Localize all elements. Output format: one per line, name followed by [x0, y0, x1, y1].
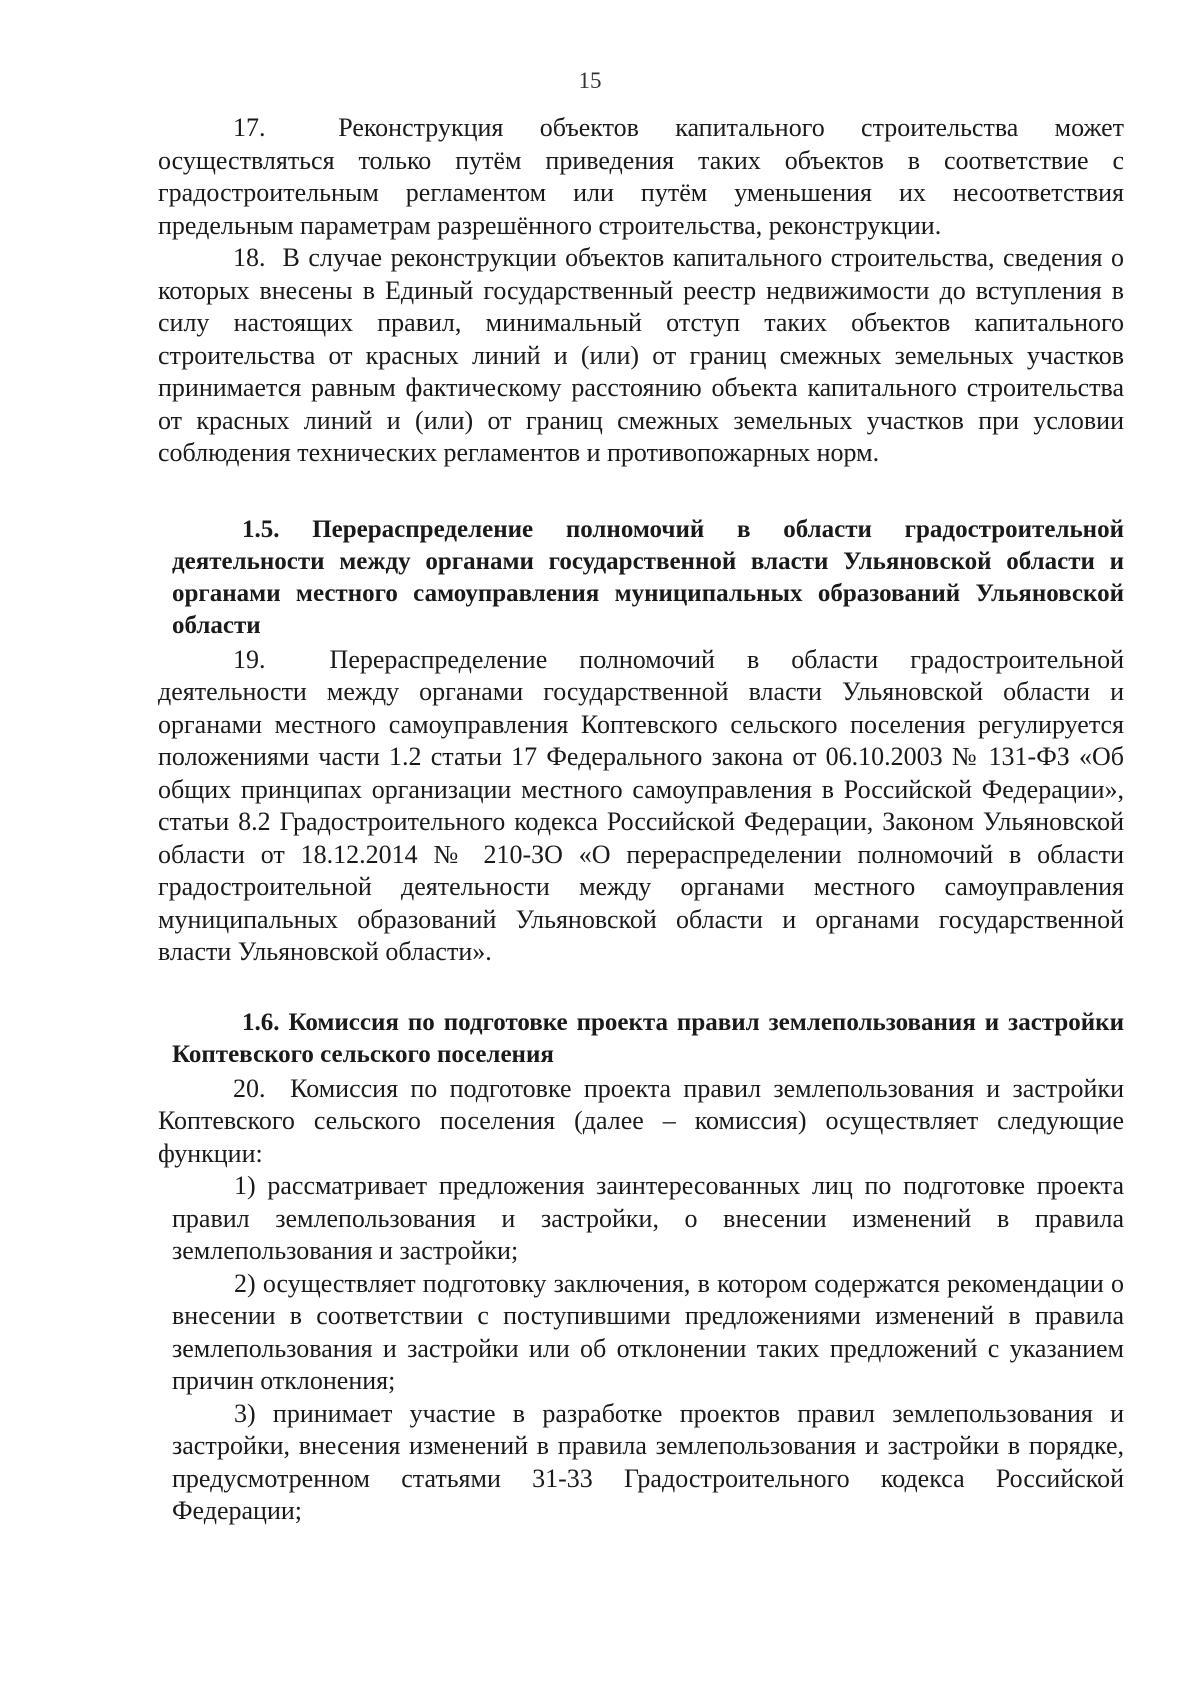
page-content — [158, 112, 1124, 1528]
paragraph-18: 18. В случае реконструкции объектов капитального строительства, сведения о которых внесены в Единый государственный реестр недвижимости до вступления в силу настоящих правил, минимальный отступ таких объектов капитального строительства от красных линий и (или) от границ смежных земельных участков принимается равным фактическому расстоянию объекта капитального строительства от красных линий и (или) от границ смежных земельных участков при условии соблюдения технических регламентов и противопожарных норм. — [158, 243, 1124, 467]
page-number: 15 — [578, 68, 602, 93]
section-heading-1-6: 1.6. Комиссия по подготовке проекта правил землепользования и застройки Коптевского сельского поселения — [172, 1008, 1124, 1068]
list-item-2: 2) осуществляет подготовку заключения, в котором содержатся рекомендации о внесении в соответствии с поступившими предложениями изменений в правила землепользования и застройки или об отклонении таких предложений с указанием причин отклонения; — [172, 1268, 1124, 1395]
paragraph-19: 19. Перераспределение полномочий в области градостроительной деятельности между органами государственной власти Ульяновской области и органами местного самоуправления Коптевского сельского поселения регулируется положениями части 1.2 статьи 17 Федерального закона от 06.10.2003 № 131-ФЗ «Об общих принципах организации местного самоуправления в Российской Федерации», статьи 8.2 Градостроительного кодекса Российской Федерации, Законом Ульяновской области от 18.12.2014 № 210-ЗО «О перераспределении полномочий в области градостроительной деятельности между органами местного самоуправления муниципальных образований Ульяновской области и органами государственной власти Ульяновской области». — [158, 644, 1124, 966]
section-heading-1-5: 1.5. Перераспределение полномочий в области градостроительной деятельности между органами государственной власти Ульяновской области и органами местного самоуправления муниципальных образований Ульяновской области — [172, 515, 1124, 639]
paragraph-17: 17. Реконструкция объектов капитального строительства может осуществляться только путём приведения таких объектов в соответствие с градостроительным регламентом или путём уменьшения их несоответствия предельным параметрам разрешённого строительства, реконструкции. — [158, 113, 1124, 240]
list-item-1: 1) рассматривает предложения заинтересованных лиц по подготовке проекта правил землепользования и застройки, о внесении изменений в правила землепользования и застройки; — [172, 1171, 1124, 1265]
paragraph-20: 20. Комиссия по подготовке проекта правил землепользования и застройки Коптевского сельского поселения (далее – комиссия) осуществляет следующие функции: — [158, 1073, 1124, 1168]
list-item-3: 3) принимает участие в разработке проектов правил землепользования и застройки, внесения изменений в правила землепользования и застройки в порядке, предусмотренном статьями 31-33 Градостроительного кодекса Российской Федерации; — [172, 1398, 1124, 1525]
